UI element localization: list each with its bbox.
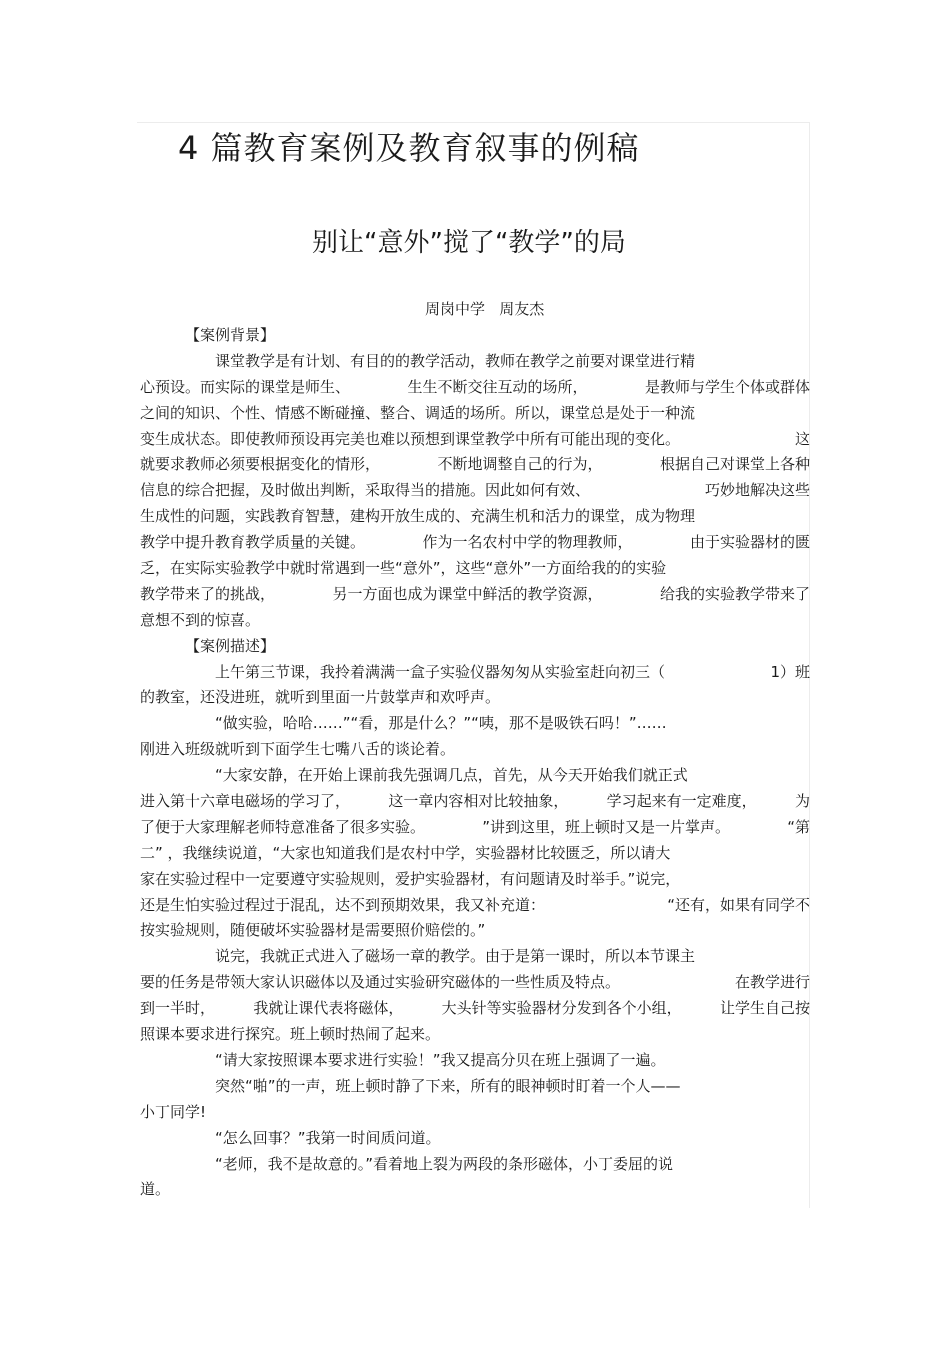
text-segment: 乏，在实际实验教学中就时常遇到一些“意外”，这些“意外”一方面给我的的实验 <box>140 559 667 578</box>
text-segment: 家在实验过程中一定要遵守实验规则，爱护实验器材，有问题请及时举手。”说完， <box>140 869 681 888</box>
body-line <box>140 893 810 919</box>
text-segment: 让学生自己按 <box>719 999 810 1018</box>
text-segment: 上午第三节课，我拎着满满一盒子实验仪器匆匆从实验室赶向初三（ <box>215 662 666 681</box>
text-segment: 巧妙地解决这些 <box>704 481 810 500</box>
body-line <box>140 504 810 530</box>
body-line <box>140 608 810 634</box>
body-line <box>140 841 810 867</box>
text-segment: 突然“啪”的一声，班上顿时静了下来，所有的眼神顿时盯着一个人—— <box>215 1076 681 1095</box>
document-title: 4 篇教育案例及教育叙事的例稿 <box>178 129 640 167</box>
text-segment: 学习起来有一定难度， <box>606 792 757 811</box>
text-segment: 心预设。而实际的课堂是师生、 <box>140 377 351 396</box>
body-line <box>140 996 810 1022</box>
body-line <box>140 815 810 841</box>
author-line: 周岗中学 周友杰 <box>425 300 545 318</box>
text-segment: “大家安静，在开始上课前我先强调几点，首先，从今天开始我们就正式 <box>215 766 688 785</box>
body-line <box>140 1152 810 1178</box>
text-segment: 意想不到的惊喜。 <box>140 610 261 629</box>
text-segment: 这一章内容相对比较抽象， <box>388 792 569 811</box>
text-segment: 这 <box>794 429 810 448</box>
text-segment: 二” ，我继续说道，“大家也知道我们是农村中学，实验器材比较匮乏，所以请大 <box>140 843 671 862</box>
text-segment: 在教学进行 <box>734 973 810 992</box>
body-line <box>140 867 810 893</box>
body-line <box>140 478 810 504</box>
text-segment: 就要求教师必须要根据变化的情形， <box>140 455 381 474</box>
text-segment: 是教师与学生个体或群体 <box>644 377 810 396</box>
body-line <box>140 763 810 789</box>
body-line <box>140 1048 810 1074</box>
body-line <box>140 452 810 478</box>
text-segment: 生成性的问题，实践教育智慧，建构开放生成的、充满生机和活力的课堂，成为物理 <box>140 507 696 526</box>
text-segment: 刚进入班级就听到下面学生七嘴八舌的谈论着。 <box>140 740 456 759</box>
text-segment: 课堂教学是有计划、有目的的教学活动，教师在教学之前要对课堂进行精 <box>215 351 696 370</box>
text-segment: 不断地调整自己的行为， <box>437 455 603 474</box>
text-segment: 【案例背景】 <box>185 326 276 344</box>
text-segment: 大头针等实验器材分发到各个小组， <box>441 999 682 1018</box>
body-line <box>140 401 810 427</box>
text-segment: 教学带来了的挑战， <box>140 584 276 603</box>
body-line <box>140 1177 810 1203</box>
text-segment: “怎么回事？”我第一时间质问道。 <box>215 1128 441 1147</box>
text-segment: 说完，我就正式进入了磁场一章的教学。由于是第一课时，所以本节课主 <box>215 947 696 966</box>
text-segment: “第 <box>787 817 810 836</box>
text-segment: 小丁同学! <box>140 1102 207 1121</box>
body-line <box>140 918 810 944</box>
section-heading <box>140 634 810 660</box>
body-line <box>140 1022 810 1048</box>
text-segment: 1）班 <box>770 662 810 681</box>
text-segment: 还是生怕实验过程过于混乱，达不到预期效果，我又补充道： <box>140 895 546 914</box>
text-segment: 教学中提升教育教学质量的关键。 <box>140 533 366 552</box>
body-line <box>140 530 810 556</box>
text-segment: 道。 <box>140 1180 171 1199</box>
body-line <box>140 582 810 608</box>
text-segment: 我就让课代表将磁体， <box>253 999 404 1018</box>
body-line <box>140 1074 810 1100</box>
text-segment: 为 <box>794 792 810 811</box>
body-line <box>140 349 810 375</box>
text-segment: “老师，我不是故意的。”看着地上裂为两段的条形磁体，小丁委屈的说 <box>215 1154 674 1173</box>
article-body <box>140 323 810 1203</box>
body-line <box>140 375 810 401</box>
text-segment: “请大家按照课本要求进行实验！”我又提高分贝在班上强调了一遍。 <box>215 1050 666 1069</box>
text-segment: 由于实验器材的匮 <box>689 533 810 552</box>
text-segment: 【案例描述】 <box>185 636 276 655</box>
text-segment: 要的任务是带领大家认识磁体以及通过实验研究磁体的一些性质及特点。 <box>140 973 621 992</box>
text-segment: 信息的综合把握，及时做出判断，采取得当的措施。因此如何有效、 <box>140 481 591 500</box>
text-segment: 了便于大家理解老师特意准备了很多实验。 <box>140 817 426 836</box>
body-line <box>140 737 810 763</box>
text-segment: “做实验，哈哈……”“看，那是什么？”“咦，那不是吸铁石吗！”…… <box>215 714 667 733</box>
text-segment: 根据自己对课堂上各种 <box>659 455 810 474</box>
body-line <box>140 1100 810 1126</box>
body-line <box>140 970 810 996</box>
body-line <box>140 944 810 970</box>
section-heading <box>140 323 810 349</box>
text-segment: 变生成状态。即使教师预设再完美也难以预想到课堂教学中所有可能出现的变化。 <box>140 429 681 448</box>
text-segment: 按实验规则，随便破坏实验器材是需要照价赔偿的。” <box>140 921 486 940</box>
body-line <box>140 685 810 711</box>
text-segment: 进入第十六章电磁场的学习了， <box>140 792 351 811</box>
body-line <box>140 789 810 815</box>
body-line <box>140 1126 810 1152</box>
text-segment: 给我的实验教学带来了 <box>659 584 810 603</box>
article-title: 别让“意外”搅了“教学”的局 <box>312 228 626 258</box>
body-line <box>140 660 810 686</box>
text-segment: 照课本要求进行探究。班上顿时热闹了起来。 <box>140 1025 441 1044</box>
text-segment: 之间的知识、个性、情感不断碰撞、整合、调适的场所。所以，课堂总是处于一种流 <box>140 403 696 422</box>
text-segment: 作为一名农村中学的物理教师， <box>422 533 633 552</box>
text-segment: ”讲到这里，班上顿时又是一片掌声。 <box>482 817 730 836</box>
body-line <box>140 711 810 737</box>
text-segment: 到一半时， <box>140 999 216 1018</box>
text-segment: 生生不断交往互动的场所， <box>407 377 588 396</box>
body-line <box>140 427 810 453</box>
text-segment: 另一方面也成为课堂中鲜活的教学资源， <box>332 584 603 603</box>
text-segment: “还有，如果有同学不 <box>667 895 810 914</box>
text-segment: 的教室，还没进班，就听到里面一片鼓掌声和欢呼声。 <box>140 688 501 707</box>
body-line <box>140 556 810 582</box>
